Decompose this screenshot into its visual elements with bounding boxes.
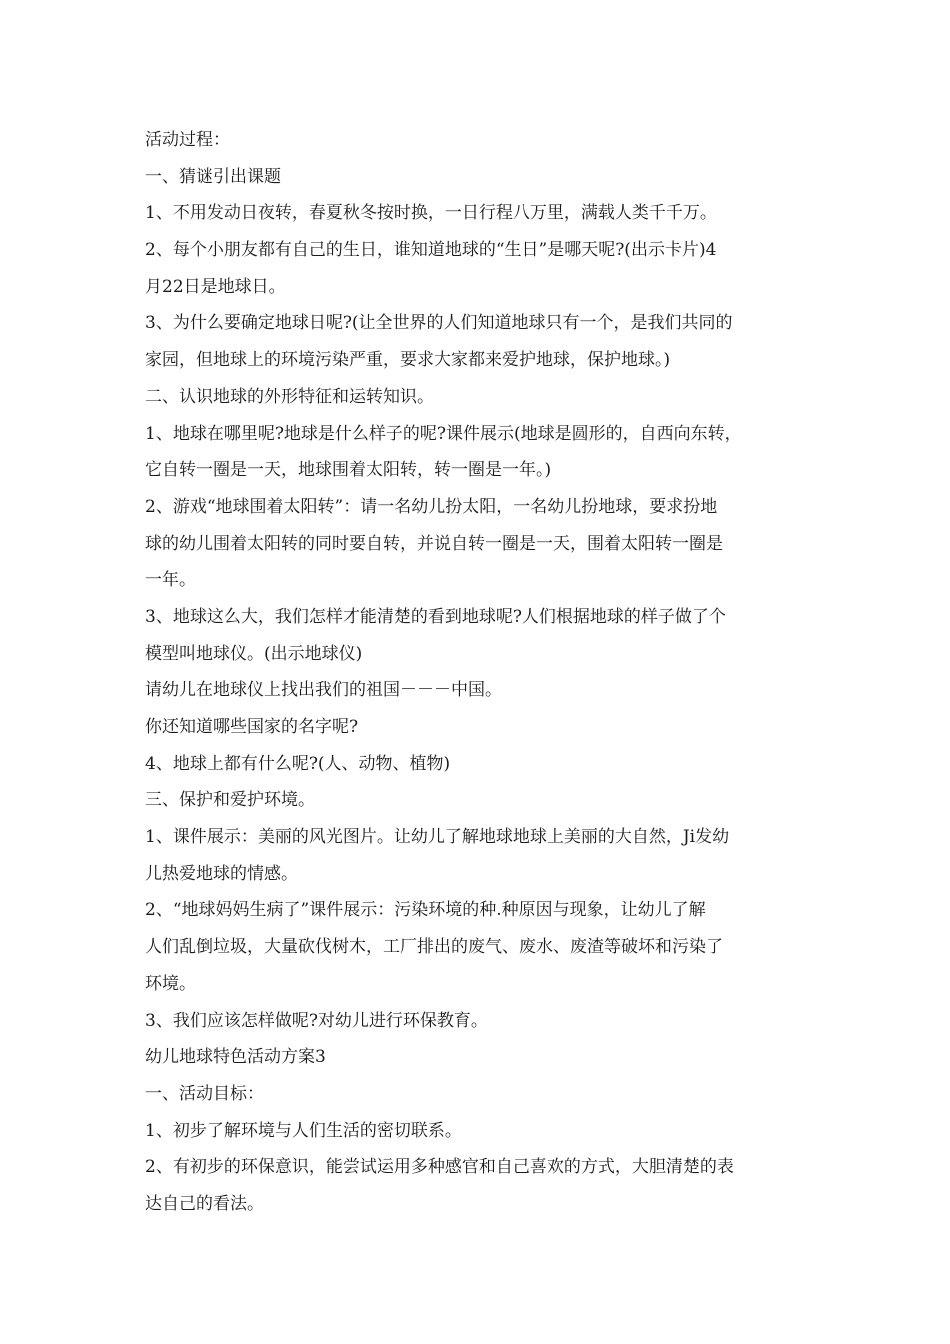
text-line: 3、为什么要确定地球日呢?(让全世界的人们知道地球只有一个，是我们共同的 [145,313,733,334]
text-line: 4、地球上都有什么呢?(人、动物、植物) [145,753,451,774]
text-line: 儿热爱地球的情感。 [145,863,298,884]
text-line: 人们乱倒垃圾，大量砍伐树木，工厂排出的废气、废水、废渣等破坏和污染了 [145,937,723,958]
text-line: 球的幼儿围着太阳转的同时要自转，并说自转一圈是一天，围着太阳转一圈是 [145,533,723,554]
section-heading: 三、保护和爱护环境。 [145,790,315,811]
section-heading: 一、猜谜引出课题 [145,166,281,187]
text-line: 3、我们应该怎样做呢?对幼儿进行环保教育。 [145,1010,488,1031]
section-heading: 二、认识地球的外形特征和运转知识。 [145,386,434,407]
section-heading: 一、活动目标： [145,1083,264,1104]
text-line: 请幼儿在地球仪上找出我们的祖国－－－中国。 [145,680,502,701]
text-line: 一年。 [145,570,196,591]
text-line: 家园，但地球上的环境污染严重，要求大家都来爱护地球，保护地球。) [145,350,671,371]
text-line: 1、不用发动日夜转，春夏秋冬按时换，一日行程八万里，满载人类千千万。 [145,203,717,224]
text-line: 1、课件展示：美丽的风光图片。让幼儿了解地球地球上美丽的大自然，Ji发幼 [145,827,730,848]
text-line: 活动过程： [145,130,230,150]
document-body [145,122,825,1223]
text-line: 它自转一圈是一天，地球围着太阳转，转一圈是一年。) [145,460,552,481]
text-line: 2、有初步的环保意识，能尝试运用多种感官和自己喜欢的方式，大胆清楚的表 [145,1157,734,1178]
text-line: 2、“地球妈妈生病了”课件展示：污染环境的种.种原因与现象，让幼儿了解 [145,900,706,921]
text-line: 环境。 [145,973,196,994]
text-line: 3、地球这么大，我们怎样才能清楚的看到地球呢?人们根据地球的样子做了个 [145,606,726,627]
text-line: 月22日是地球日。 [145,276,286,297]
document-title: 幼儿地球特色活动方案3 [145,1047,326,1068]
text-line: 2、每个小朋友都有自己的生日，谁知道地球的“生日”是哪天呢?(出示卡片)4 [145,240,717,261]
text-line: 2、游戏“地球围着太阳转”：请一名幼儿扮太阳，一名幼儿扮地球，要求扮地 [145,496,718,517]
text-line: 你还知道哪些国家的名字呢? [145,717,359,737]
text-line: 达自己的看法。 [145,1193,264,1214]
text-line: 1、地球在哪里呢?地球是什么样子的呢?课件展示(地球是圆形的，自西向东转， [145,423,742,444]
text-line: 模型叫地球仪。(出示地球仪) [145,643,363,664]
text-line: 1、初步了解环境与人们生活的密切联系。 [145,1120,462,1141]
